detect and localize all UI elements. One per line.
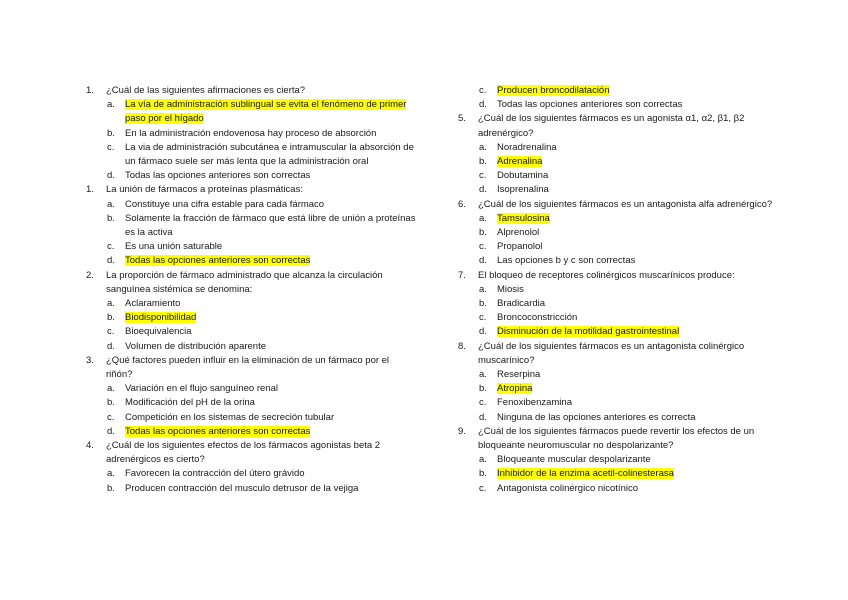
question-text: ¿Cuál de los siguientes fármacos es un antagonista alfa adrenérgico? <box>478 198 773 210</box>
question <box>86 84 416 98</box>
answer-option <box>458 311 778 325</box>
highlighted-answer: Tamsulosina <box>497 212 550 224</box>
answer-option <box>86 98 416 126</box>
option-letter: b. <box>107 312 115 324</box>
option-letter: a. <box>107 99 115 111</box>
question <box>86 354 416 382</box>
option-letter: b. <box>107 482 115 494</box>
option-text: Favorecen la contracción del útero grávido <box>125 468 305 480</box>
answer-option <box>86 482 416 496</box>
option-letter: a. <box>479 454 487 466</box>
answer-option <box>86 325 416 339</box>
option-text: Antagonista colinérgico nicotínico <box>497 482 639 494</box>
answer-option <box>458 212 778 226</box>
question <box>86 439 416 467</box>
answer-option <box>458 382 778 396</box>
option-text: Propanolol <box>497 241 543 253</box>
question <box>458 198 778 212</box>
option-text: Aclaramiento <box>125 298 181 310</box>
highlighted-answer: Inhibidor de la enzima acetil-colinesterasa <box>497 468 674 480</box>
question-number: 1. <box>86 85 94 96</box>
option-text: Variación en el flujo sanguíneo renal <box>125 383 278 395</box>
option-letter: a. <box>479 212 487 224</box>
option-letter: d. <box>107 170 115 182</box>
option-text: Las opciones b y c son correctas <box>497 255 636 267</box>
question <box>458 425 778 453</box>
question-number: 9. <box>458 425 466 437</box>
option-text: Fenoxibenzamina <box>497 397 572 409</box>
question-number: 3. <box>86 354 94 366</box>
option-letter: d. <box>479 99 487 111</box>
option-text: En la administración endovenosa hay proceso de absorción <box>125 127 377 139</box>
option-letter: a. <box>107 198 115 210</box>
option-letter: c. <box>107 241 115 253</box>
answer-option <box>458 453 778 467</box>
question-text: ¿Cuál de las siguientes afirmaciones es cierta? <box>106 85 306 96</box>
option-text: Dobutamina <box>497 170 549 182</box>
answer-option <box>458 183 778 197</box>
option-text: Todas las opciones anteriores son correctas <box>497 99 683 111</box>
option-text: Constituye una cifra estable para cada fármaco <box>125 198 325 210</box>
option-text: Modificación del pH de la orina <box>125 397 255 409</box>
answer-option <box>86 198 416 212</box>
answer-option <box>86 212 416 240</box>
question-text: ¿Cuál de los siguientes fármacos es un agonista α1, α2, β1, β2 adrenérgico? <box>478 113 745 139</box>
option-letter: a. <box>107 468 115 480</box>
option-text: Miosis <box>497 283 524 295</box>
option-letter: d. <box>479 411 487 423</box>
option-text: Solamente la fracción de fármaco que está libre de unión a proteínas es la activa <box>125 212 416 239</box>
question <box>86 269 416 297</box>
answer-option <box>458 297 778 311</box>
question-text: La proporción de fármaco administrado que alcanza la circulación sanguínea sistémica se denomina: <box>106 269 383 295</box>
option-letter: b. <box>479 383 487 395</box>
answer-option <box>86 340 416 354</box>
option-letter: b. <box>107 212 115 224</box>
answer-option <box>458 467 778 481</box>
answer-option <box>458 411 778 425</box>
answer-option <box>458 325 778 339</box>
answer-option <box>86 297 416 311</box>
question <box>86 183 416 197</box>
answer-option <box>86 254 416 268</box>
option-letter: d. <box>107 255 115 267</box>
option-text: Bioequivalencia <box>125 326 192 338</box>
question-number: 5. <box>458 113 466 125</box>
option-letter: a. <box>479 369 487 381</box>
option-letter: a. <box>107 383 115 395</box>
answer-option <box>458 226 778 240</box>
option-text: Volumen de distribución aparente <box>125 340 267 352</box>
option-letter: d. <box>107 340 115 352</box>
highlighted-answer: Atropina <box>497 383 533 395</box>
option-letter: d. <box>479 184 487 196</box>
option-letter: c. <box>107 326 115 338</box>
answer-option <box>458 240 778 254</box>
option-letter: c. <box>479 241 487 253</box>
option-text: Bradicardia <box>497 298 546 310</box>
option-letter: c. <box>107 411 115 423</box>
answer-option <box>458 84 778 98</box>
option-letter: c. <box>479 85 487 96</box>
option-letter: d. <box>479 326 487 338</box>
option-letter: c. <box>479 170 487 182</box>
answer-option <box>458 141 778 155</box>
question-number: 4. <box>86 440 94 452</box>
option-letter: b. <box>107 127 115 139</box>
option-letter: a. <box>479 283 487 295</box>
option-text: La via de administración subcutánea e intramuscular la absorción de un fármaco suele ser más lenta que la administración oral <box>125 141 414 168</box>
answer-option <box>458 98 778 112</box>
question-number: 2. <box>86 269 94 281</box>
option-letter: c. <box>479 397 487 409</box>
answer-option <box>86 127 416 141</box>
answer-option <box>86 311 416 325</box>
question-number: 8. <box>458 340 466 352</box>
answer-option <box>458 396 778 410</box>
answer-option <box>458 283 778 297</box>
answer-option <box>86 141 416 169</box>
option-text: Isoprenalina <box>497 184 549 196</box>
question <box>458 112 778 140</box>
option-letter: a. <box>479 141 487 153</box>
option-letter: b. <box>479 227 487 239</box>
option-letter: d. <box>107 425 115 437</box>
option-text: Ninguna de las opciones anteriores es correcta <box>497 411 696 423</box>
highlighted-answer: Biodisponibilidad <box>125 312 197 324</box>
answer-option <box>86 425 416 439</box>
option-letter: b. <box>479 156 487 168</box>
question-text: ¿Qué factores pueden influir en la eliminación de un fármaco por el riñón? <box>106 354 390 381</box>
answer-option <box>86 240 416 254</box>
highlighted-answer: Adrenalina <box>497 156 543 168</box>
option-letter: b. <box>479 298 487 310</box>
question-number: 6. <box>458 198 466 210</box>
option-letter: c. <box>479 482 487 494</box>
answer-option <box>458 254 778 268</box>
question-text: La unión de fármacos a proteínas plasmáticas: <box>106 184 303 196</box>
highlighted-answer: Todas las opciones anteriores son correctas <box>125 425 311 437</box>
answer-option <box>458 169 778 183</box>
question-text: ¿Cuál de los siguientes fármacos puede revertir los efectos de un bloqueante neuromuscular no despolarizante? <box>478 425 755 452</box>
highlighted-answer: La vía de administración sublingual se evita el fenómeno de primer paso por el hígado <box>125 99 407 125</box>
highlighted-answer: Producen broncodilatación <box>497 85 610 96</box>
option-text: Alprenolol <box>497 227 540 239</box>
answer-option <box>86 411 416 425</box>
option-text: Todas las opciones anteriores son correctas <box>125 170 311 182</box>
answer-option <box>458 482 778 496</box>
option-letter: b. <box>107 397 115 409</box>
option-text: Reserpina <box>497 369 541 381</box>
question-number: 1. <box>86 184 94 196</box>
question-text: ¿Cuál de los siguientes fármacos es un antagonista colinérgico muscarínico? <box>478 340 745 366</box>
option-letter: c. <box>107 141 115 153</box>
option-text: Competición en los sistemas de secreción tubular <box>125 411 335 423</box>
option-text: Producen contracción del musculo detrusor de la vejiga <box>125 482 359 494</box>
answer-option <box>458 155 778 169</box>
option-letter: d. <box>479 255 487 267</box>
option-letter: c. <box>479 312 487 324</box>
question-text: El bloqueo de receptores colinérgicos muscarínicos produce: <box>478 269 735 281</box>
option-letter: a. <box>107 298 115 310</box>
answer-option <box>86 467 416 481</box>
right-column <box>458 84 778 496</box>
option-text: Es una unión saturable <box>125 241 223 253</box>
question-number: 7. <box>458 269 466 281</box>
highlighted-answer: Todas las opciones anteriores son correctas <box>125 255 311 267</box>
option-text: Bloqueante muscular despolarizante <box>497 454 651 466</box>
left-column <box>86 84 416 496</box>
answer-option <box>458 368 778 382</box>
question <box>458 340 778 368</box>
answer-option <box>86 382 416 396</box>
option-text: Noradrenalina <box>497 141 557 153</box>
option-letter: b. <box>479 468 487 480</box>
answer-option <box>86 169 416 183</box>
highlighted-answer: Disminución de la motilidad gastrointestinal <box>497 326 680 338</box>
question-text: ¿Cuál de los siguientes efectos de los fármacos agonistas beta 2 adrenérgicos es cierto? <box>106 440 381 466</box>
question <box>458 269 778 283</box>
answer-option <box>86 396 416 410</box>
option-text: Broncoconstricción <box>497 312 578 324</box>
